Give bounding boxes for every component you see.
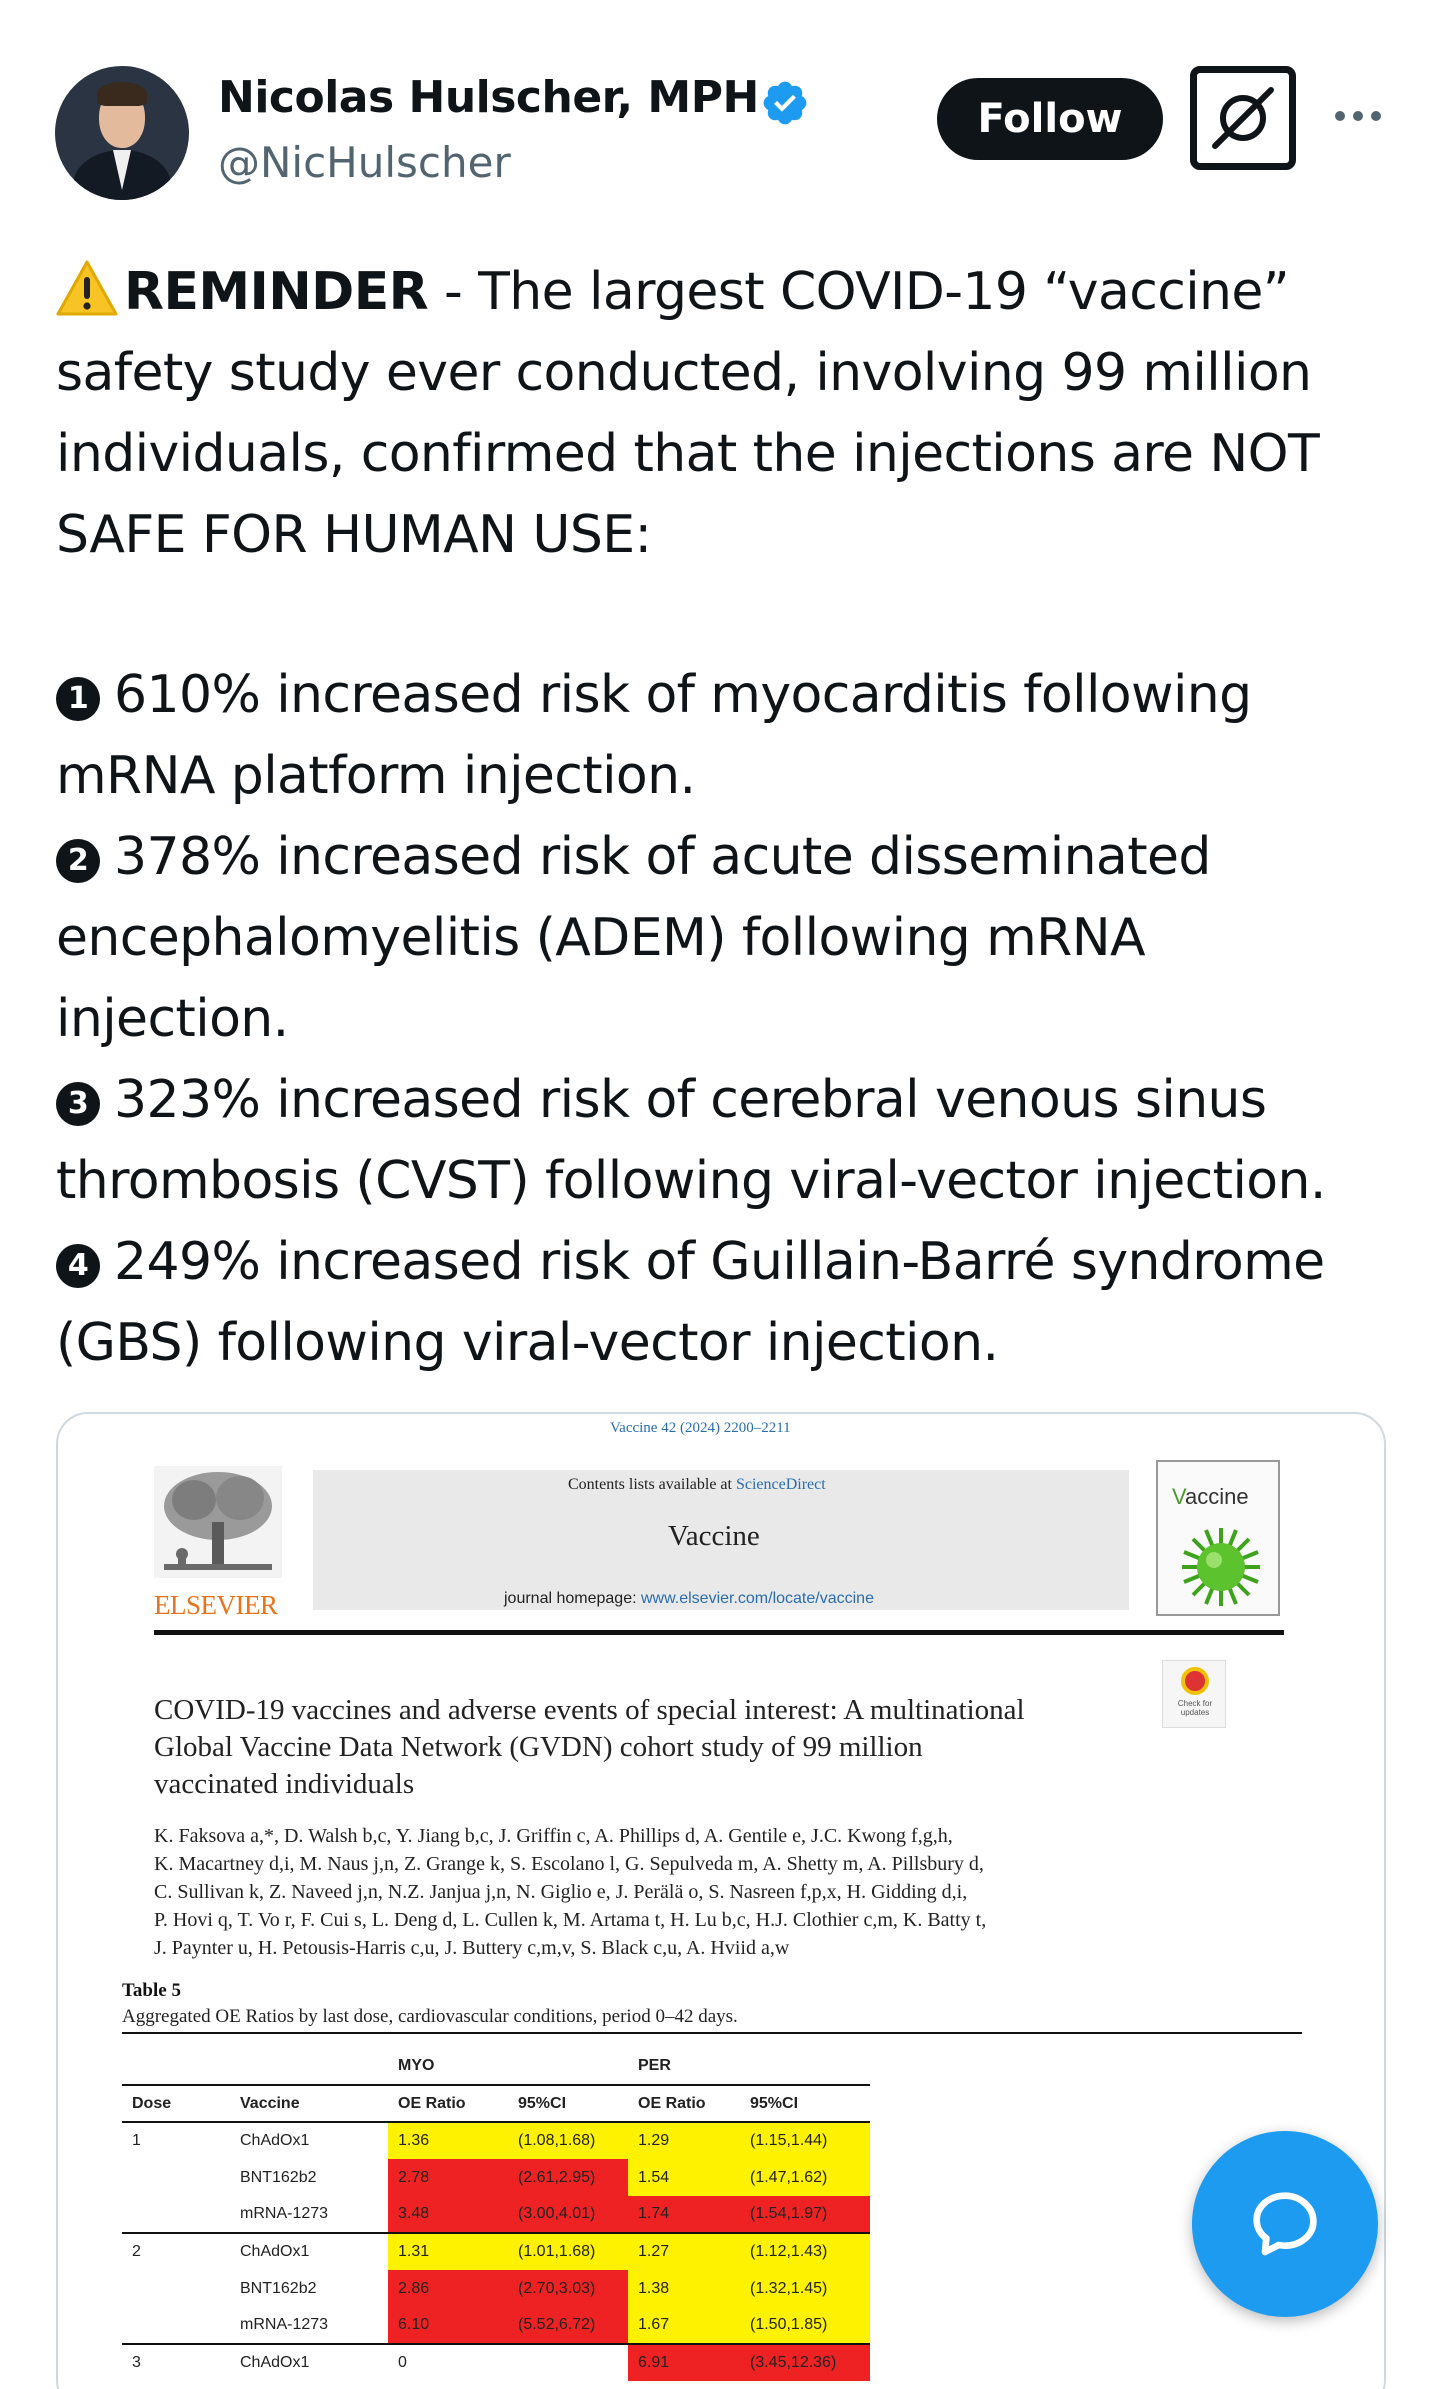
vaccine-cell: ChAdOx1 [230, 2344, 388, 2381]
dose-cell: 2 [122, 2233, 230, 2270]
myo-oe-cell: 2.78 [388, 2159, 508, 2196]
paper-title-line: vaccinated individuals [154, 1768, 415, 1800]
message-button[interactable] [1192, 2131, 1378, 2317]
col-dose: Dose [122, 2085, 230, 2122]
point-4-line: (GBS) following viral-vector injection. [56, 1313, 999, 1373]
avatar[interactable] [55, 66, 189, 200]
col-myo-ci: 95%CI [508, 2085, 628, 2122]
elsevier-tree-logo [154, 1466, 282, 1578]
publisher-logo: ELSEVIER [154, 1590, 278, 1620]
per-oe-cell: 6.91 [628, 2344, 740, 2381]
author-line: K. Macartney d,i, M. Naus j,n, Z. Grange k, S. Escolano l, G. Sepulveda m, A. Shetty m, A. Pillsbury d, [154, 1853, 984, 1875]
table-row [122, 2233, 870, 2270]
point-2-line: 2 378% increased risk of acute disseminated [56, 817, 1396, 898]
tweet-line: individuals, confirmed that the injections are NOT [56, 424, 1320, 484]
author-name[interactable]: Nicolas Hulscher, MPH [218, 72, 759, 123]
point-2-line: injection. [56, 989, 289, 1049]
vaccine-cell: mRNA-1273 [240, 2316, 329, 2333]
dose-cell: 1 [132, 2132, 141, 2149]
grok-button[interactable] [1190, 66, 1296, 170]
paper-authors [154, 1822, 1254, 1962]
per-ci-cell: (1.12,1.43) [740, 2233, 870, 2270]
per-oe-cell: 1.74 [628, 2196, 740, 2233]
per-ci-cell: (1.15,1.44) [740, 2122, 870, 2159]
point-4-line: 4 249% increased risk of Guillain-Barré syndrome [56, 1222, 1396, 1303]
number-badge-icon: 3 [56, 1082, 100, 1126]
myo-oe-cell: 6.10 [388, 2307, 508, 2344]
myo-ci-cell: (2.70,3.03) [508, 2270, 628, 2307]
myo-ci-cell [508, 2344, 628, 2381]
author-line: J. Paynter u, H. Petousis-Harris c,u, J. Buttery c,m,v, S. Black c,u, A. Hviid a,w [154, 1937, 790, 1959]
group-myo: MYO [388, 2048, 628, 2085]
table-top-rule [122, 2032, 1302, 2034]
col-per-ci: 95%CI [740, 2085, 870, 2122]
tweet-line: REMINDER - The largest COVID-19 “vaccine” [56, 252, 1396, 333]
myo-ci-cell: (1.01,1.68) [508, 2233, 628, 2270]
table-row [122, 2196, 870, 2233]
dose-cell [122, 2270, 230, 2307]
myo-ci-cell: (2.61,2.95) [508, 2159, 628, 2196]
col-vaccine: Vaccine [230, 2085, 388, 2122]
reminder-label: REMINDER [124, 262, 429, 322]
myo-ci-cell: (5.52,6.72) [508, 2307, 628, 2344]
sciencedirect-link: ScienceDirect [735, 1476, 826, 1493]
check-for-updates-badge: Check for updates [1162, 1660, 1226, 1728]
paper-title-line: COVID-19 vaccines and adverse events of special interest: A multinational [154, 1694, 1025, 1726]
table-row [122, 2307, 870, 2344]
myo-oe-cell: 2.86 [388, 2270, 508, 2307]
point-3-line: 3 323% increased risk of cerebral venous sinus [56, 1060, 1396, 1141]
dose-cell: 3 [122, 2344, 230, 2381]
avatar-hair [97, 82, 147, 106]
per-oe-cell: 1.38 [628, 2270, 740, 2307]
point-1-line: 1 610% increased risk of myocarditis following [56, 655, 1396, 736]
table-row [122, 2344, 870, 2381]
paper-screenshot [58, 1414, 1386, 2389]
grok-icon [1209, 84, 1277, 152]
per-oe-cell: 1.67 [628, 2307, 740, 2344]
journal-reference: Vaccine 42 (2024) 2200–2211 [610, 1420, 791, 1436]
per-ci-cell: (1.50,1.85) [740, 2307, 870, 2344]
paper-title [154, 1692, 1154, 1803]
point-1-line: mRNA platform injection. [56, 746, 696, 806]
per-oe-cell: 1.54 [628, 2159, 740, 2196]
more-icon[interactable] [1330, 96, 1386, 136]
tweet-text [56, 252, 1396, 1384]
follow-button[interactable]: Follow [937, 78, 1163, 160]
author-line: P. Hovi q, T. Vo r, F. Cui s, L. Deng d, L. Cullen k, M. Artama t, H. Lu b,c, H.J. Clothier c,m, K. Batty t, [154, 1909, 987, 1931]
table-row [122, 2270, 870, 2307]
table-row [122, 2159, 870, 2196]
journal-cover [1156, 1460, 1280, 1616]
vaccine-cell: BNT162b2 [240, 2279, 317, 2297]
per-oe-cell: 1.27 [628, 2233, 740, 2270]
message-bubble-icon [1245, 2184, 1325, 2264]
per-ci-cell: (1.32,1.45) [740, 2270, 870, 2307]
journal-homepage: journal homepage: www.elsevier.com/locate/vaccine [504, 1590, 874, 1607]
point-2-line: encephalomyelitis (ADEM) following mRNA [56, 908, 1145, 968]
group-per: PER [628, 2048, 870, 2085]
table-caption: Table 5 [122, 1980, 181, 2001]
author-line: K. Faksova a,*, D. Walsh b,c, Y. Jiang b,c, J. Griffin c, A. Phillips d, A. Gentile e, J.C. Kwong f,g,h, [154, 1825, 953, 1847]
table-row [122, 2122, 870, 2159]
oe-ratio-table [122, 2048, 870, 2381]
journal-title: Vaccine [668, 1520, 760, 1552]
dose-cell [122, 2159, 230, 2196]
virus-illustration [1178, 1524, 1264, 1610]
vaccine-cell: ChAdOx1 [240, 2132, 310, 2149]
number-badge-icon: 4 [56, 1244, 100, 1288]
paper-title-line: Global Vaccine Data Network (GVDN) cohort study of 99 million [154, 1731, 923, 1763]
per-ci-cell: (1.54,1.97) [740, 2196, 870, 2233]
myo-oe-cell: 1.36 [388, 2122, 508, 2159]
dose-cell [122, 2307, 230, 2344]
per-oe-cell: 1.29 [628, 2122, 740, 2159]
author-line: C. Sullivan k, Z. Naveed j,n, N.Z. Janjua j,n, N. Giglio e, J. Perälä o, S. Nasreen f,p,x, H. Gidding d,i, [154, 1881, 968, 1903]
author-handle[interactable]: @NicHulscher [218, 138, 511, 187]
per-ci-cell: (3.45,12.36) [740, 2344, 870, 2381]
warning-icon [56, 259, 118, 317]
header-rule [154, 1630, 1284, 1635]
myo-oe-cell: 0 [388, 2344, 508, 2381]
myo-oe-cell: 3.48 [388, 2196, 508, 2233]
myo-ci-cell: (1.08,1.68) [508, 2122, 628, 2159]
verified-badge-icon [760, 78, 810, 128]
vaccine-cell: mRNA-1273 [240, 2205, 329, 2222]
number-badge-icon: 2 [56, 839, 100, 883]
point-3-line: thrombosis (CVST) following viral-vector injection. [56, 1151, 1326, 1211]
col-per-oe: OE Ratio [628, 2085, 740, 2122]
col-myo-oe: OE Ratio [388, 2085, 508, 2122]
per-ci-cell: (1.47,1.62) [740, 2159, 870, 2196]
tweet-line: safety study ever conducted, involving 99 million [56, 343, 1312, 403]
cover-title: Vaccine [1172, 1484, 1249, 1509]
table-description: Aggregated OE Ratios by last dose, cardiovascular conditions, period 0–42 days. [122, 2006, 738, 2027]
dose-cell [122, 2196, 230, 2233]
media-attachment[interactable] [56, 1412, 1386, 2389]
tweet-line: SAFE FOR HUMAN USE: [56, 505, 652, 565]
contents-line: Contents lists available at ScienceDirect [568, 1476, 826, 1493]
myo-oe-cell: 1.31 [388, 2233, 508, 2270]
myo-ci-cell: (3.00,4.01) [508, 2196, 628, 2233]
vaccine-cell: BNT162b2 [240, 2168, 317, 2186]
vaccine-cell: ChAdOx1 [230, 2233, 388, 2270]
number-badge-icon: 1 [56, 677, 100, 721]
